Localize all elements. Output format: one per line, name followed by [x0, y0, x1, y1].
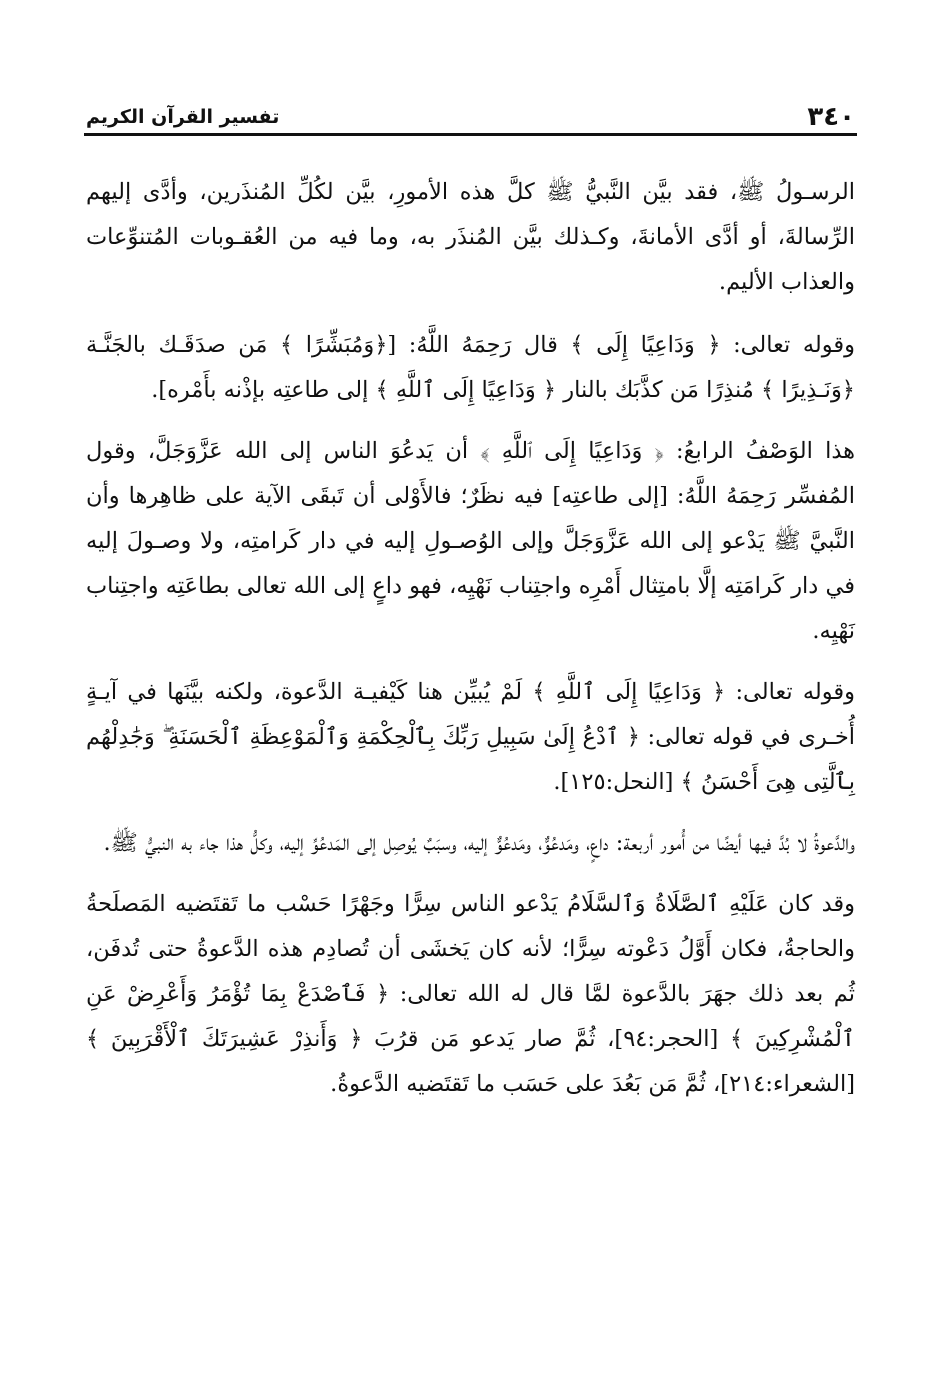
paragraph: هذا الوَصْفُ الرابعُ: ﴿ وَدَاعِيًا إِلَى ٱللَّهِ ﴾ أن يَدعُوَ الناس إلى الله عَزَّوَجَلَّ، وقول المُفسِّر رَحِمَهُ اللَّهُ: [إلى طاعتِه] فيه نظَرٌ؛ فالأَوْلى أن تَبقَى الآية على ظاهِرها وأن النَّبيَّ ﷺ يَدْعو إلى الله عَزَّوَجَلَّ وإلى الوُصـولِ إليه في دار كَرامتِه، ولا وصـولَ إليه في دار كَرامَتِه إلَّا بامتِثال أَمْرِه واجتِناب نَهْيِه، فهو داعٍ إلى الله تعالى بطاعَتِه واجتِناب نَهْيِه. [86, 438, 855, 644]
page-body [86, 170, 855, 1123]
paragraph: وقوله تعالى: ﴿ وَدَاعِيًا إِلَى ﴾ قال رَحِمَهُ اللَّهُ: [﴿وَمُبَشِّرًا ﴾ مَن صدَقَـك بالجَنَّـة ﴿وَنَـذِيرًا ﴾ مُنذِرًا مَن كذَّبَك بالنار ﴿ وَدَاعِيًا إِلَى ٱللَّهِ ﴾ إلى طاعتِه بإذْنه بأَمْره]. [86, 332, 855, 403]
paragraph: وقد كان عَلَيْهِ ٱلصَّلَاةُ وَٱلسَّلَامُ يَدْعو الناس سِرًّا وجَهْرًا حَسْب ما تَقتَضيه المَصلَحةُ والحاجةُ، فكان أَوَّلُ دَعْوته سِرًّا؛ لأنه كان يَخشَى أن تُصادِم هذه الدَّعوةُ حتى تُدفَن، ثُم بعد ذلك جهَرَ بالدَّعوة لمَّا قال له الله تعالى: ﴿ فَٱصْدَعْ بِمَا تُؤْمَرُ وَأَعْرِضْ عَنِ ٱلْمُشْرِكِينَ ﴾ [الحجر:٩٤]، ثُمَّ صار يَدعو مَن قرُبَ ﴿ وَأَنذِرْ عَشِيرَتَكَ ٱلْأَقْرَبِينَ ﴾ [الشعراء:٢١٤]، ثُمَّ مَن بَعُدَ على حَسَب ما تَقتَضيه الدَّعوةُ. [86, 891, 855, 1097]
running-title: تفسير القرآن الكريم [86, 106, 280, 128]
paragraph: وقوله تعالى: ﴿ وَدَاعِيًا إِلَى ٱللَّهِ ﴾ لَمْ يُبيِّن هنا كَيْفيـة الدَّعوة، ولكنه بيَّنَها في آيـةٍ أُخـرى في قوله تعالى: ﴿ ٱدْعُ إِلَىٰ سَبِيلِ رَبِّكَ بِٱلْحِكْمَةِ وَٱلْمَوْعِظَةِ ٱلْحَسَنَةِ ۖ وَجَٰدِلْهُم بِٱلَّتِى هِىَ أَحْسَنُ ﴾ [النحل:١٢٥]. [86, 679, 855, 795]
page-number: ٣٤٠ [807, 102, 855, 132]
header-rule [84, 133, 857, 136]
page-header [86, 98, 855, 132]
paragraph: الرسـولُ ﷺ، فقد بيَّن النَّبيُّ ﷺ كلَّ هذه الأمورِ، بيَّن لكُلِّ المُنذَرين، وأدَّى إليهم الرِّسالةَ، أو أدَّى الأمانةَ، وكـذلك بيَّن المُنذَر به، وما فيه من العُقـوبات المُتنوِّعات والعذاب الأليم. [86, 179, 855, 295]
paragraph: والدَّعوةُ لا بُدَّ فيها أيضًا من أُمور أربعة: داعٍ، ومَدعُوٌّ، ومَدعُوٌّ إليه، وسبَبٌ يُوصِل إلى المَدعُوِّ إليه، وكلُّ هذا جاء به النبيُّ ﷺ. [103, 830, 855, 856]
